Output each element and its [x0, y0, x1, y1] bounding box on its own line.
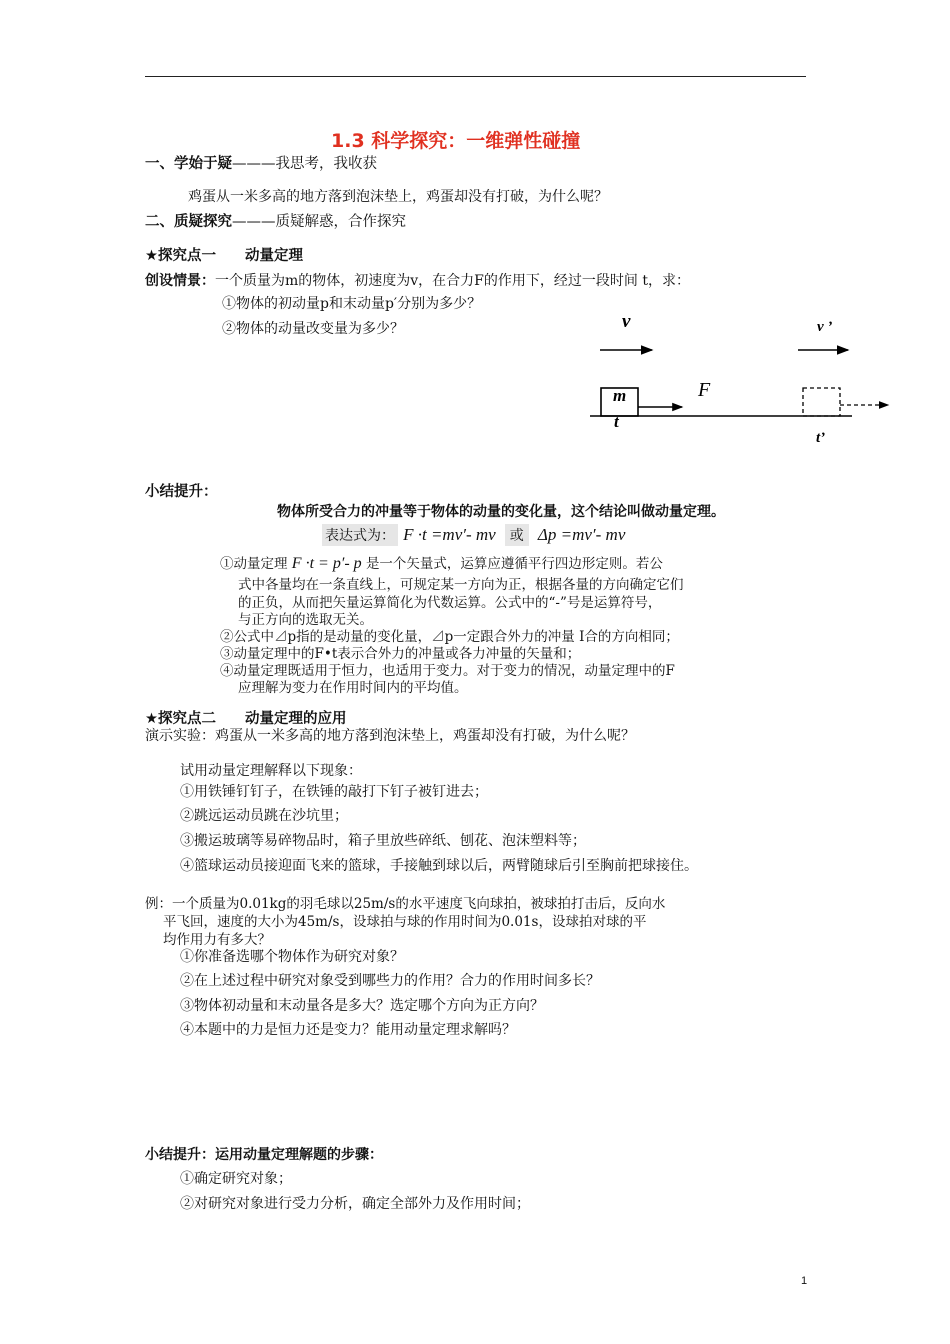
example-question-2: ②在上述过程中研究对象受到哪些力的作用？合力的作用时间多长？ — [180, 973, 600, 989]
note-4-line-2: 应理解为变力在作用时间内的平均值。 — [238, 680, 468, 696]
note-1-prefix: ①动量定理 — [220, 556, 288, 572]
step-2: ②对研究对象进行受力分析，确定全部外力及作用时间； — [180, 1196, 530, 1212]
header-rule — [145, 76, 806, 77]
section-1-rest: ———我思考，我收获 — [232, 156, 377, 172]
example-question-1: ①你准备选哪个物体作为研究对象？ — [180, 949, 404, 965]
section-1-text: 鸡蛋从一米多高的地方落到泡沫垫上，鸡蛋却没有打破，为什么呢？ — [188, 189, 608, 205]
section-2-heading — [145, 210, 406, 231]
scenario — [145, 270, 690, 290]
note-3: ③动量定理中的F•t表示合外力的冲量或各力冲量的矢量和； — [220, 646, 581, 662]
note-1-formula: F ·t = p′- p — [291, 555, 362, 572]
example-line-3: 均作用力有多大？ — [163, 932, 271, 948]
note-4-line-1: ④动量定理既适用于恒力，也适用于变力。对于变力的情况，动量定理中的F — [220, 663, 675, 679]
scenario-label: 创设情景： — [145, 273, 215, 289]
note-1-line-3: 的正负，从而把矢量运算简化为代数运算。公式中的“-”号是运算符号， — [238, 595, 662, 611]
force-label: F — [698, 379, 711, 401]
final-velocity-label: v ’ — [817, 319, 833, 335]
page-number: 1 — [801, 1275, 808, 1287]
section-2-rest: ———质疑解惑，合作探究 — [232, 214, 406, 230]
section-1-head: 一、学始于疑 — [145, 156, 232, 172]
mass-label: m — [613, 386, 627, 405]
scenario-text: 一个质量为m的物体，初速度为v，在合力F的作用下，经过一段时间 t，求： — [215, 273, 690, 289]
note-1-line-2: 式中各量均在一条直线上，可规定某一方向为正，根据各量的方向确定它们 — [238, 577, 684, 593]
formula-1: F ·t =mv′- mv — [403, 525, 496, 544]
phenomenon-2: ②跳远运动员跳在沙坑里； — [180, 808, 348, 824]
note-1-text: 是一个矢量式，运算应遵循平行四边形定则。若公 — [365, 556, 663, 572]
example-question-3: ③物体初动量和末动量各是多大？选定哪个方向为正方向？ — [180, 998, 544, 1014]
final-time-label: t’ — [816, 430, 826, 446]
example-line-2: 平飞回，速度的大小为45m/s，设球拍与球的作用时间为0.01s，设球拍对球的平 — [163, 914, 647, 930]
example-question-4: ④本题中的力是恒力还是变力？能用动量定理求解吗？ — [180, 1022, 516, 1038]
phenomenon-1: ①用铁锤钉钉子，在铁锤的敲打下钉子被钉进去； — [180, 784, 488, 800]
phenomenon-3: ③搬运玻璃等易碎物品时，箱子里放些碎纸、刨花、泡沫塑料等； — [180, 833, 586, 849]
velocity-label: v — [622, 311, 631, 332]
summary-2-label: 小结提升：运用动量定理解题的步骤： — [145, 1147, 383, 1163]
point-2-heading: ★探究点二 动量定理的应用 — [145, 711, 347, 727]
expression-label: 表达式为： — [322, 524, 398, 546]
page-title: 1.3 科学探究：一维弹性碰撞 — [331, 130, 581, 152]
question-2: ②物体的动量改变量为多少？ — [222, 321, 404, 337]
note-1-line-1 — [220, 552, 663, 573]
final-block — [803, 388, 840, 416]
demo-experiment: 演示实验：鸡蛋从一米多高的地方落到泡沫垫上，鸡蛋却没有打破，为什么呢？ — [145, 728, 635, 744]
step-1: ①确定研究对象； — [180, 1171, 292, 1187]
section-2-head: 二、质疑探究 — [145, 214, 232, 230]
theorem-statement: 物体所受合力的冲量等于物体的动量的变化量，这个结论叫做动量定理。 — [277, 504, 725, 520]
point-1-heading: ★探究点一 动量定理 — [145, 248, 303, 264]
example-line-1: 例：一个质量为0.01kg的羽毛球以25m/s的水平速度飞向球拍，被球拍打击后，反向水 — [145, 896, 666, 912]
section-1-heading — [145, 152, 377, 173]
phenomenon-4: ④篮球运动员接迎面飞来的篮球，手接触到球以后，两臂随球后引至胸前把球接住。 — [180, 858, 698, 874]
question-1: ①物体的初动量p和末动量p′分别为多少？ — [222, 296, 482, 312]
phenomena-intro: 试用动量定理解释以下现象： — [180, 763, 362, 779]
time-label: t — [614, 412, 619, 431]
motion-diagram — [590, 305, 910, 455]
note-1-line-4: 与正方向的选取无关。 — [238, 612, 373, 628]
formula-2: Δp =mv′- mv — [537, 525, 626, 544]
formula-or: 或 — [505, 524, 529, 546]
summary-1-label: 小结提升： — [145, 484, 218, 500]
expression-line — [322, 524, 625, 546]
note-2: ②公式中⊿p指的是动量的变化量，⊿p一定跟合外力的冲量 I合的方向相同； — [220, 629, 679, 645]
